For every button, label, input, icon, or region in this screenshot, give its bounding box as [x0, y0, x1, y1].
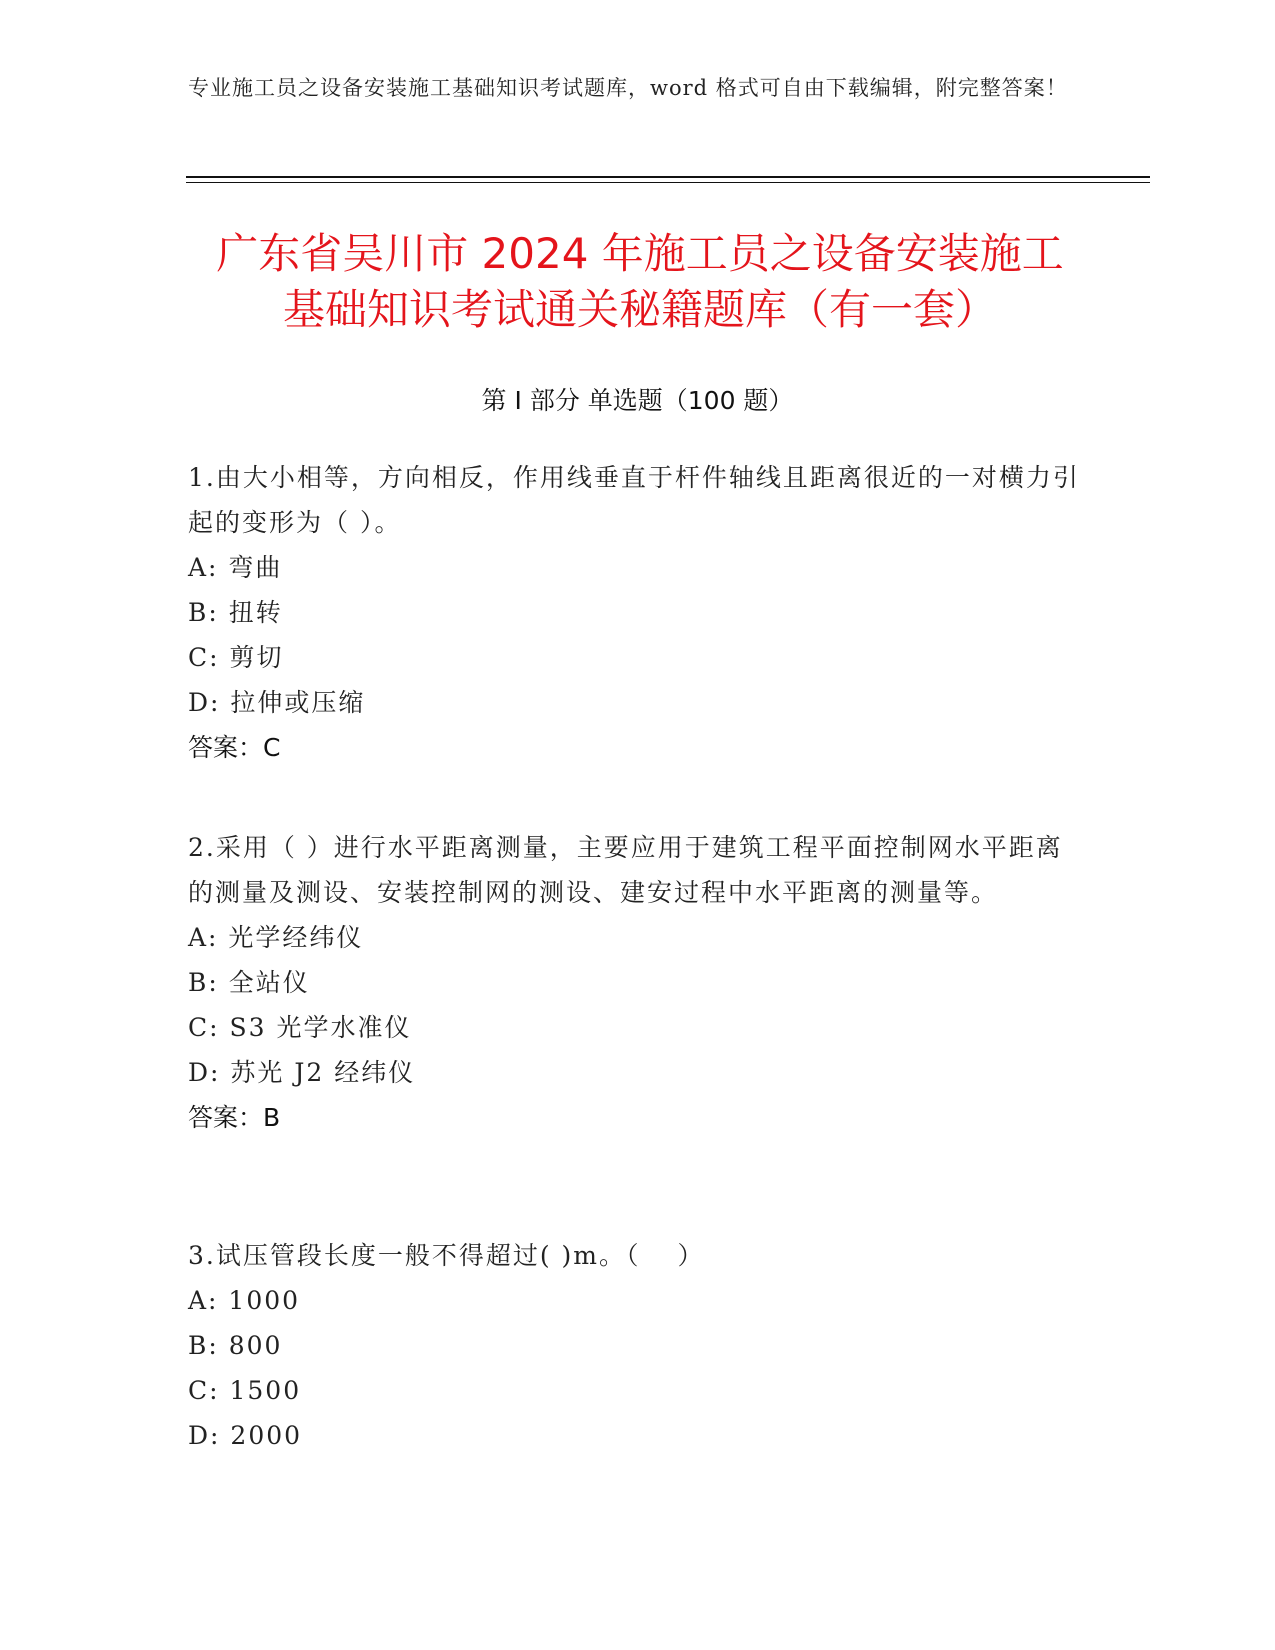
question-1-option-c: C: 剪切 — [188, 643, 284, 672]
question-2-option-b: B: 全站仪 — [188, 968, 310, 997]
question-1-option-d: D: 拉伸或压缩 — [188, 688, 366, 717]
question-2-option-c: C: S3 光学水准仪 — [188, 1013, 412, 1042]
header-rule-thin — [186, 182, 1150, 183]
document-title-line-2: 基础知识考试通关秘籍题库（有一套） — [282, 285, 997, 334]
question-2-option-d: D: 苏光 J2 经纬仪 — [188, 1058, 416, 1087]
question-3-option-d: D: 2000 — [188, 1421, 303, 1450]
question-3 — [188, 1233, 1088, 1458]
question-3-option-c: C: 1500 — [188, 1376, 302, 1405]
question-3-option-b: B: 800 — [188, 1331, 283, 1360]
question-2-text: 2.采用（ ）进行水平距离测量，主要应用于建筑工程平面控制网水平距离的测量及测设、安装控制网的测设、建安过程中水平距离的测量等。 — [188, 833, 1063, 907]
question-1-answer: 答案：C — [188, 733, 281, 762]
question-1 — [188, 455, 1088, 770]
question-3-text: 3.试压管段长度一般不得超过( )m。（ ） — [188, 1241, 705, 1270]
document-title — [170, 226, 1110, 338]
question-1-option-b: B: 扭转 — [188, 598, 283, 627]
question-1-text: 1.由大小相等，方向相反，作用线垂直于杆件轴线且距离很近的一对横力引起的变形为（ ）。 — [188, 463, 1080, 537]
section-heading: 第 I 部分 单选题（100 题） — [481, 386, 794, 415]
header-note: 专业施工员之设备安装施工基础知识考试题库，word 格式可自由下载编辑，附完整答案！ — [188, 76, 1068, 100]
header-rule-thick — [186, 176, 1150, 178]
question-1-option-a: A: 弯曲 — [188, 553, 283, 582]
document-title-line-1: 广东省吴川市 2024 年施工员之设备安装施工 — [216, 229, 1064, 278]
question-2-option-a: A: 光学经纬仪 — [188, 923, 364, 952]
question-2 — [188, 825, 1088, 1140]
question-3-option-a: A: 1000 — [188, 1286, 301, 1315]
question-2-answer: 答案：B — [188, 1103, 281, 1132]
